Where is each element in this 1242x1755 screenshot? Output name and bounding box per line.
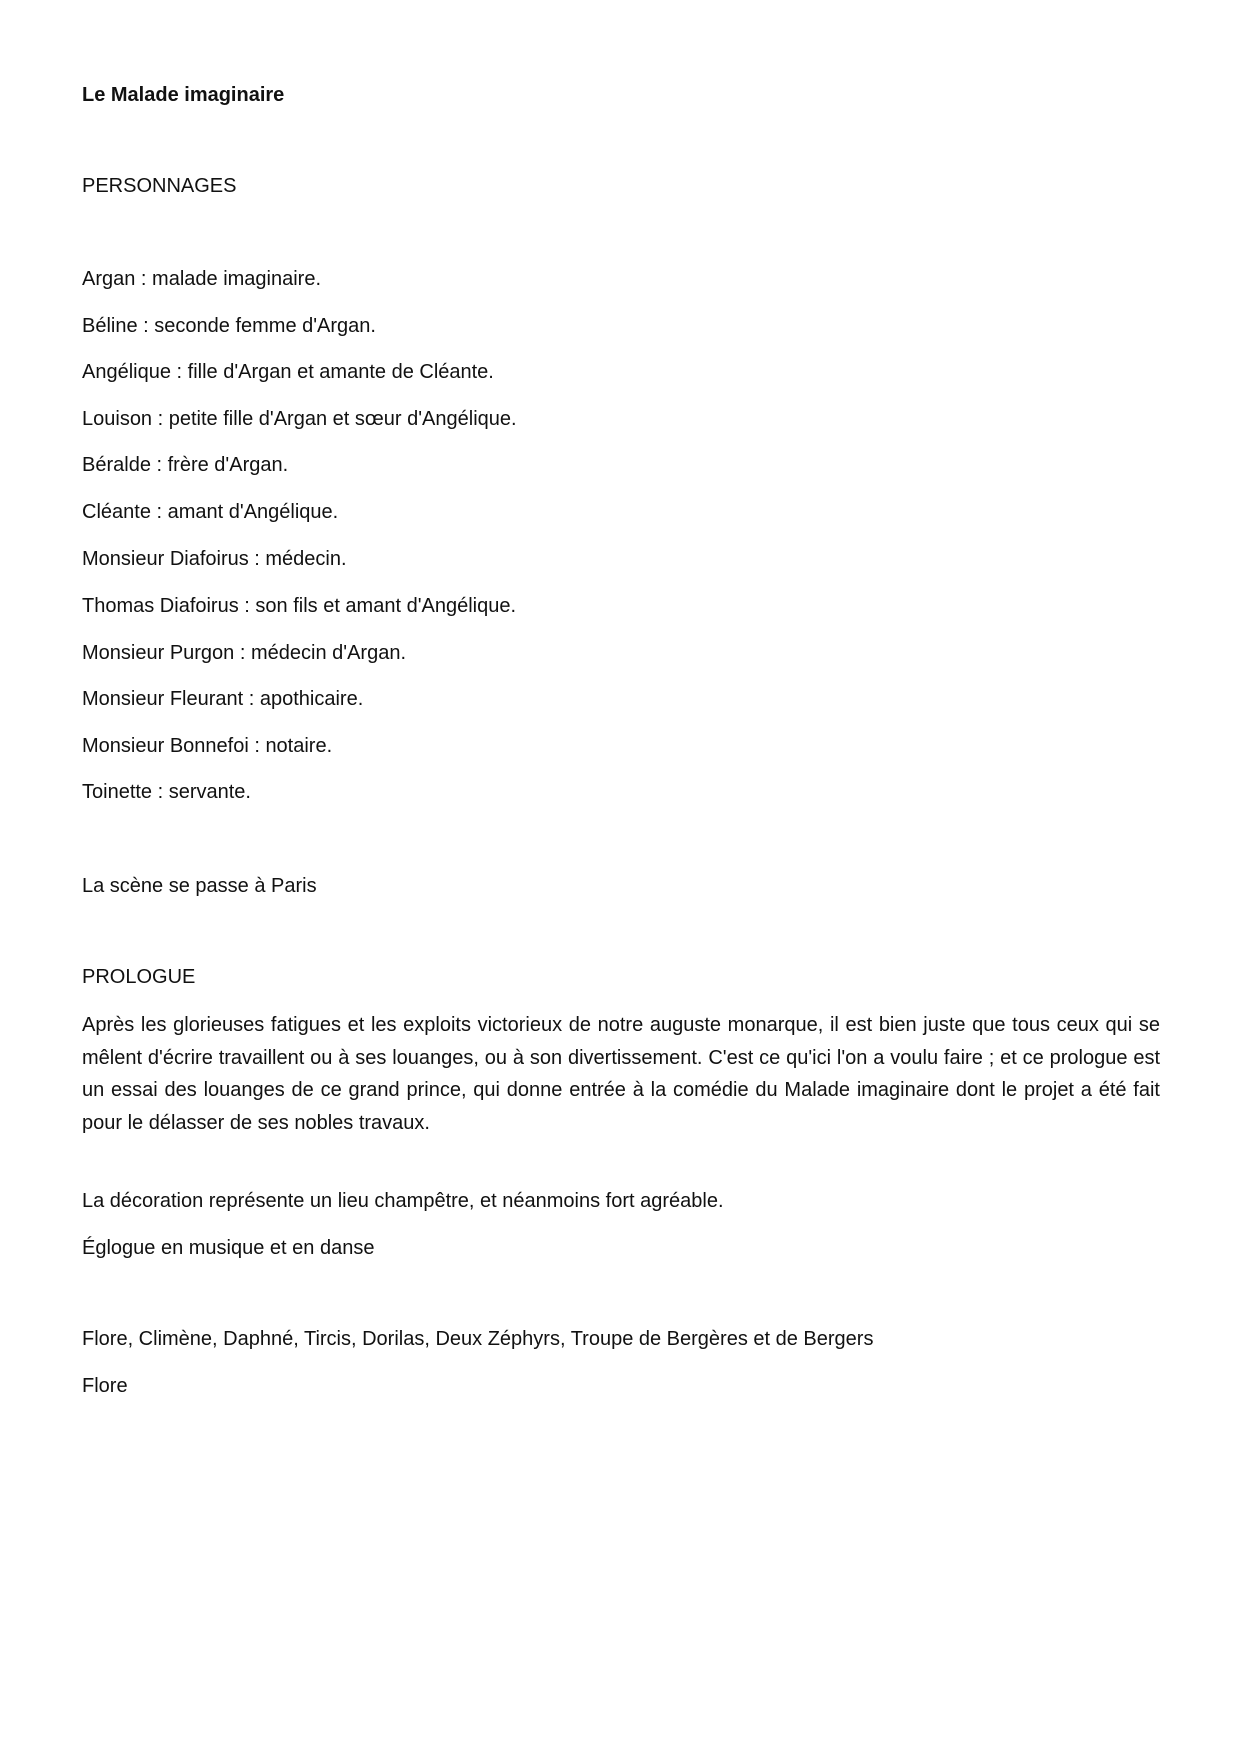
character-item: Argan : malade imaginaire. bbox=[82, 268, 322, 290]
character-item: Thomas Diafoirus : son fils et amant d'Angélique. bbox=[82, 595, 517, 617]
prologue-paragraph: Après les glorieuses fatigues et les exploits victorieux de notre auguste monarque, il est bien juste que tous ceux qui se mêlent d'écrire travaillent ou à ses louanges, ou à son divertissement. C'est ce qu'ici l'on a voulu faire ; et ce prologue est un essai des louanges de ce grand prince, qui donne entrée à la comédie du Malade imaginaire dont le projet a été fait pour le délasser de ses nobles travaux. bbox=[82, 1014, 1160, 1134]
character-item: Monsieur Diafoirus : médecin. bbox=[82, 548, 347, 570]
character-item: Béralde : frère d'Argan. bbox=[82, 454, 289, 476]
character-item: Louison : petite fille d'Argan et sœur d'Angélique. bbox=[82, 408, 517, 430]
character-item: Béline : seconde femme d'Argan. bbox=[82, 315, 376, 337]
decoration-line: La décoration représente un lieu champêtre, et néanmoins fort agréable. bbox=[82, 1190, 724, 1212]
prologue-heading: PROLOGUE bbox=[82, 966, 196, 988]
eglogue-line: Églogue en musique et en danse bbox=[82, 1237, 375, 1259]
speaker-name: Flore bbox=[82, 1375, 128, 1397]
cast-list-line: Flore, Climène, Daphné, Tircis, Dorilas, Deux Zéphyrs, Troupe de Bergères et de Bergers bbox=[82, 1328, 874, 1350]
character-item: Monsieur Fleurant : apothicaire. bbox=[82, 688, 364, 710]
character-item: Monsieur Bonnefoi : notaire. bbox=[82, 735, 333, 757]
setting-line: La scène se passe à Paris bbox=[82, 875, 317, 897]
character-item: Monsieur Purgon : médecin d'Argan. bbox=[82, 642, 406, 664]
personnages-heading: PERSONNAGES bbox=[82, 175, 237, 197]
character-item: Toinette : servante. bbox=[82, 781, 251, 803]
document-title: Le Malade imaginaire bbox=[82, 84, 285, 106]
character-item: Angélique : fille d'Argan et amante de Cléante. bbox=[82, 361, 494, 383]
character-item: Cléante : amant d'Angélique. bbox=[82, 501, 339, 523]
